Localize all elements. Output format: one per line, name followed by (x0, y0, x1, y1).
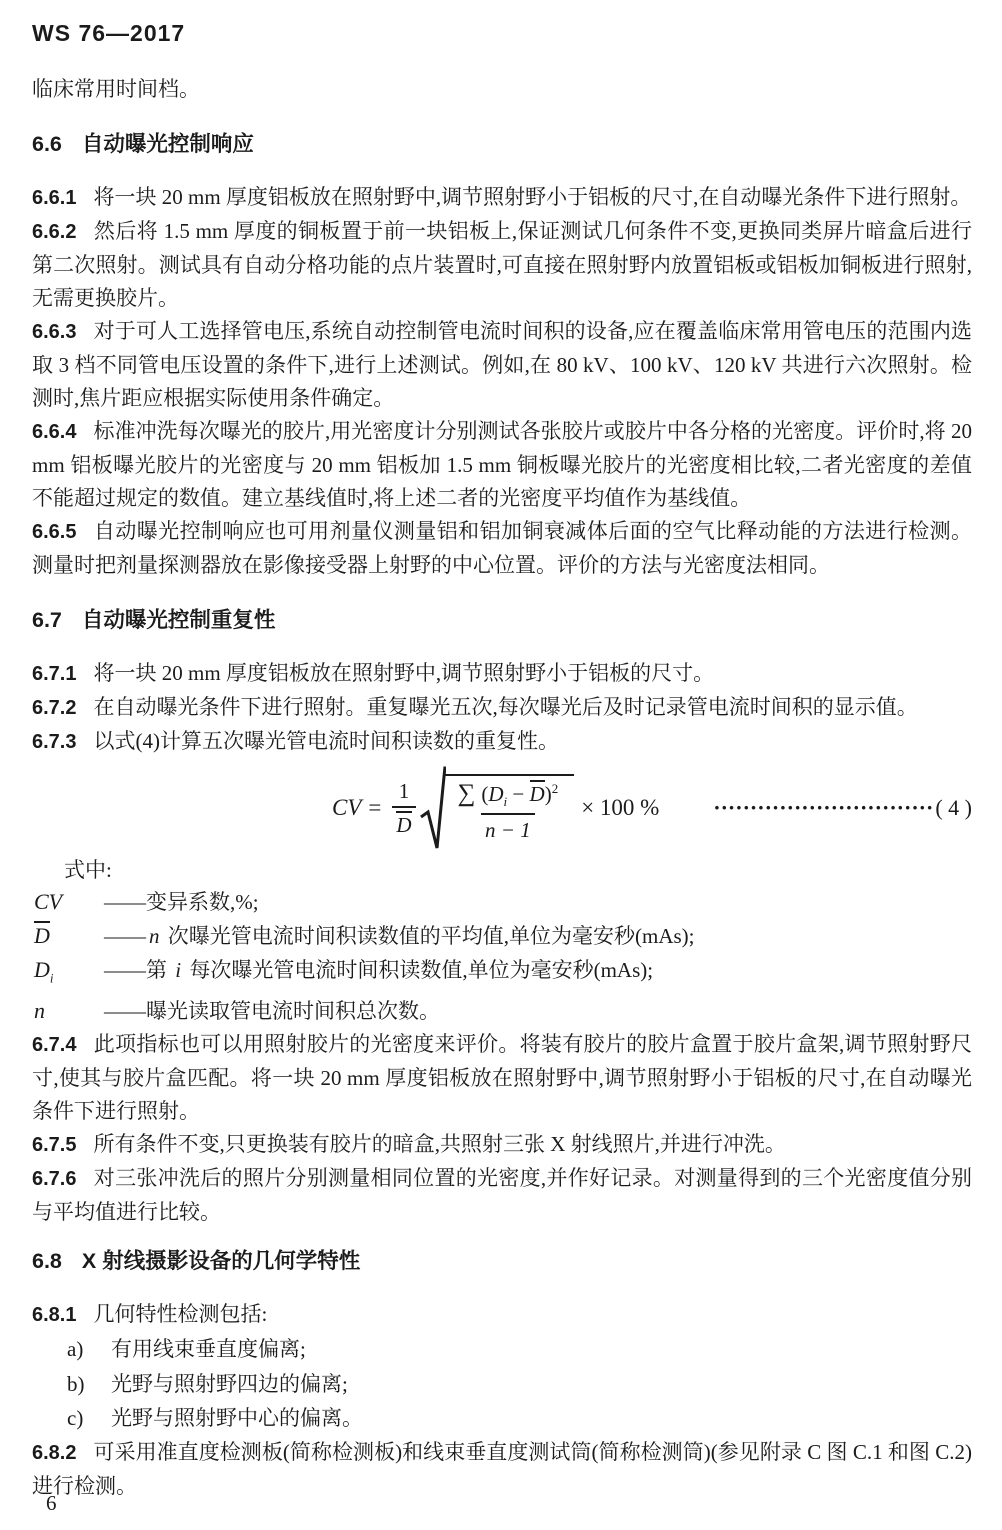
section-heading-6-6 (32, 129, 972, 159)
paragraph-6-7-4 (32, 1028, 972, 1128)
clause-number: 6.7.3 (32, 731, 77, 753)
symbol-n: n (34, 998, 45, 1024)
sigma-symbol: ∑ (457, 779, 476, 807)
standard-code: WS 76—2017 (32, 20, 186, 46)
clause-text: 对三张冲洗后的照片分别测量相同位置的光密度,并作好记录。对测量得到的三个光密度值分别与平均值进行比较。 (32, 1166, 972, 1225)
intro-text: 临床常用时间档。 (32, 77, 200, 101)
definition-text: n 次曝光管电流时间积读数值的平均值,单位为毫安秒(mAs); (149, 924, 695, 948)
clause-number: 6.7.4 (32, 1034, 77, 1057)
section-title: X 射线摄影设备的几何学特性 (81, 1249, 361, 1274)
clause-number: 6.6.5 (32, 521, 77, 543)
list-item-text: 光野与照射野中心的偏离。 (111, 1406, 363, 1431)
definition-text: 第 i 每次曝光管电流时间积读数值,单位为毫安秒(mAs); (146, 958, 654, 982)
clause-number: 6.6.3 (32, 321, 77, 343)
clause-number: 6.8.1 (32, 1304, 77, 1327)
equation-4 (32, 765, 972, 851)
clause-text: 此项指标也可以用照射胶片的光密度来评价。将装有胶片的胶片盒置于胶片盒架,调节照射野尺寸,使其与胶片盒匹配。将一块 20 mm 厚度铝板放在照射野中,调节照射野小于铝板的尺寸,在自动曝光条件下进行照射。 (32, 1032, 972, 1124)
clause-text: 可采用准直度检测板(简称检测板)和线束垂直度测试筒(简称检测筒)(参见附录 C 图 C.1 和图 C.2)进行检测。 (32, 1439, 972, 1498)
definition-dash: —— (104, 890, 146, 914)
times-100-percent: × 100 % (581, 795, 660, 820)
clause-number: 6.7.6 (32, 1168, 77, 1191)
clause-number: 6.7.5 (32, 1134, 77, 1157)
definition-dash: —— (104, 924, 146, 948)
equation-number: ( 4 ) (935, 795, 972, 820)
definition-dash: —— (104, 958, 146, 982)
paragraph-6-6-3 (32, 315, 972, 415)
clause-text: 所有条件不变,只更换装有胶片的暗盒,共照射三张 X 射线照片,并进行冲洗。 (93, 1132, 786, 1157)
paragraph-6-8-2 (32, 1436, 972, 1503)
list-item-text: 光野与照射野四边的偏离; (111, 1371, 348, 1396)
paragraph-6-7-3 (32, 725, 972, 759)
definition-text: 曝光读取管电流时间积总次数。 (146, 999, 440, 1024)
clause-text: 然后将 1.5 mm 厚度的铜板置于前一块铝板上,保证测试几何条件不变,更换同类屏片暗盒后进行第二次照射。测试具有自动分格功能的点片装置时,可直接在照射野内放置铝板或铝板加铜板进行照射,无需更换胶片。 (32, 219, 972, 310)
list-marker: c) (67, 1406, 84, 1431)
symbol-cv: CV (34, 889, 63, 914)
paragraph-intro (32, 73, 972, 106)
section-heading-6-8 (32, 1246, 972, 1276)
sqrt-radical-icon (420, 764, 446, 852)
where-label: 式中: (64, 858, 112, 882)
definition-di (32, 953, 972, 994)
cv-symbol: CV (332, 795, 362, 820)
inner-fraction-numerator: ∑ $(D_i - D)^2$ (457, 779, 559, 810)
outer-fraction-denominator (392, 806, 415, 837)
inner-fraction-denominator: n − 1 (481, 813, 535, 842)
d-bar: D (529, 781, 545, 806)
paragraph-6-7-5 (32, 1128, 972, 1162)
definition-n (32, 994, 972, 1028)
clause-text: 以式(4)计算五次曝光管电流时间积读数的重复性。 (93, 729, 559, 753)
list-item-a (32, 1332, 972, 1367)
list-marker: b) (67, 1371, 85, 1396)
list-item-text: 有用线束垂直度偏离; (111, 1337, 306, 1362)
list-item-b (32, 1367, 972, 1402)
definition-text: 变异系数,%; (146, 890, 259, 914)
clause-text: 标准冲洗每次曝光的胶片,用光密度计分别测试各张胶片或胶片中各分格的光密度。评价时,将 20 mm 铝板曝光胶片的光密度与 20 mm 铝板加 1.5 mm 铜板曝光胶片的光密度相比较,二者光密度的差值不能超过规定的数值。建立基线值时,将上述二者的光密度平均值作为基线值。 (32, 419, 972, 510)
list-item-c (32, 1401, 972, 1436)
section-title: 自动曝光控制响应 (81, 132, 254, 156)
clause-text: 在自动曝光条件下进行照射。重复曝光五次,每次曝光后及时记录管电流时间积的显示值。 (93, 695, 918, 719)
d-bar: D (396, 813, 412, 837)
section-number: 6.7 (32, 608, 62, 632)
paragraph-6-6-5 (32, 515, 972, 582)
equation-body (332, 764, 666, 852)
paragraph-6-6-1 (32, 181, 972, 215)
clause-number: 6.8.2 (32, 1441, 77, 1464)
section-number: 6.6 (32, 132, 62, 156)
section-heading-6-7 (32, 605, 972, 635)
section-number: 6.8 (32, 1249, 62, 1274)
paragraph-6-7-2 (32, 691, 972, 725)
paragraph-6-7-6 (32, 1162, 972, 1229)
paragraph-6-6-4 (32, 415, 972, 515)
clause-text: 将一块 20 mm 厚度铝板放在照射野中,调节照射野小于铝板的尺寸,在自动曝光条件下进行照射。 (93, 185, 972, 209)
clause-text: 对于可人工选择管电压,系统自动控制管电流时间积的设备,应在覆盖临床常用管电压的范围内选取 3 档不同管电压设置的条件下,进行上述测试。例如,在 80 kV、100 kV、120 kV 共进行六次照射。检测时,焦片距应根据实际使用条件确定。 (32, 319, 972, 410)
d-bar: D (34, 923, 50, 948)
outer-fraction-numerator: 1 (398, 778, 410, 803)
dotted-leader: ······························ (713, 797, 934, 819)
paragraph-6-6-2 (32, 215, 972, 315)
clause-number: 6.6.1 (32, 187, 77, 209)
sqrt-radicand (444, 774, 575, 842)
inner-fraction (454, 780, 563, 842)
list-marker: a) (67, 1337, 84, 1362)
clause-text: 自动曝光控制响应也可用剂量仪测量铝和铝加铜衰减体后面的空气比释动能的方法进行检测。测量时把剂量探测器放在影像接受器上射野的中心位置。评价的方法与光密度法相同。 (32, 519, 972, 577)
equals-sign: = (368, 795, 382, 820)
page-number: 6 (46, 1491, 57, 1515)
paragraph-6-8-1 (32, 1298, 972, 1332)
clause-number: 6.7.2 (32, 697, 77, 719)
clause-text: 几何特性检测包括: (93, 1302, 268, 1327)
clause-number: 6.6.2 (32, 221, 77, 243)
definition-cv (32, 885, 972, 919)
clause-number: 6.6.4 (32, 421, 77, 443)
symbol-dbar (34, 919, 104, 952)
outer-fraction (392, 779, 415, 837)
paragraph-6-7-1 (32, 657, 972, 691)
section-title: 自动曝光控制重复性 (81, 608, 276, 632)
definition-dash: —— (104, 999, 146, 1024)
clause-text: 将一块 20 mm 厚度铝板放在照射野中,调节照射野小于铝板的尺寸。 (93, 661, 715, 685)
clause-number: 6.7.1 (32, 663, 77, 685)
symbol-di: $D_i$ (34, 957, 54, 986)
definition-dbar (32, 919, 972, 953)
